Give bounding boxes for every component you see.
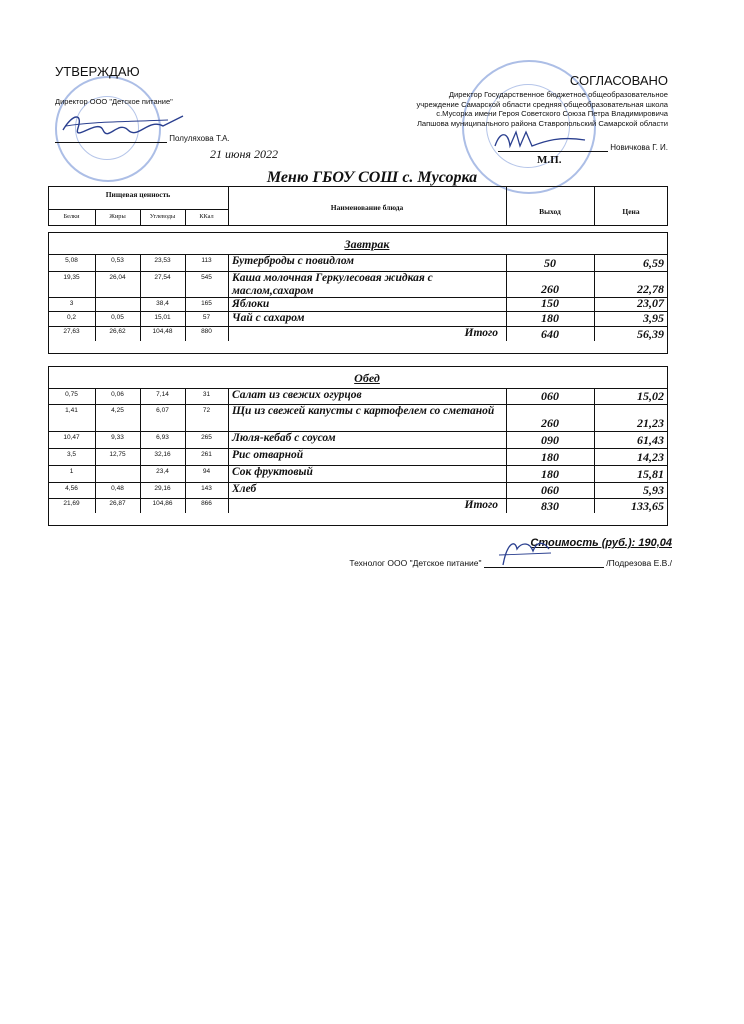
nutrition-cell: 265 <box>201 434 212 441</box>
dish-output: 260 <box>541 416 559 430</box>
approve-title: УТВЕРЖДАЮ <box>55 64 140 79</box>
nutrition-cell: 31 <box>202 391 211 398</box>
header-kcal: ККал <box>199 213 214 220</box>
agree-signature <box>490 126 590 154</box>
grid-line <box>228 254 229 341</box>
nutrition-cell: 113 <box>201 257 212 264</box>
dish-price: 15,81 <box>637 467 664 481</box>
nutrition-cell: 143 <box>201 485 212 492</box>
nutrition-total-cell: 104,48 <box>152 328 173 335</box>
dish-name: Салат из свежих огурцов <box>232 389 362 401</box>
nutrition-cell: 0,2 <box>66 314 77 321</box>
nutrition-cell: 38,4 <box>156 300 169 307</box>
nutrition-cell: 23,4 <box>156 468 169 475</box>
nutrition-cell: 12,75 <box>109 451 126 458</box>
nutrition-cell: 94 <box>202 468 211 475</box>
dish-name: Люля-кебаб с соусом <box>232 432 336 444</box>
technologist-signature <box>495 535 555 571</box>
total-output: 830 <box>541 499 559 513</box>
agree-name: Новичкова Г. И. <box>610 143 668 152</box>
agree-desc-line: Лапшова муниципального района Ставропольский Самарской области <box>416 118 668 128</box>
nutrition-cell: 545 <box>201 274 212 281</box>
page-title: Меню ГБОУ СОШ с. Мусорка <box>266 169 478 186</box>
dish-price: 5,93 <box>643 483 664 497</box>
nutrition-total-cell: 104,86 <box>152 500 173 507</box>
grid-line <box>506 388 507 513</box>
agree-desc-line: Директор Государственное бюджетное общеобразовательное <box>448 90 668 99</box>
dish-output: 180 <box>541 311 559 325</box>
nutrition-cell: 15,01 <box>154 314 171 321</box>
grid-line <box>506 254 507 341</box>
nutrition-cell: 0,05 <box>111 314 124 321</box>
nutrition-cell: 1,41 <box>65 407 78 414</box>
nutrition-cell: 57 <box>202 314 211 321</box>
nutrition-cell: 3,5 <box>66 451 77 458</box>
dish-price: 14,23 <box>637 450 664 464</box>
grid-line <box>140 388 141 513</box>
nutrition-cell: 19,35 <box>63 274 80 281</box>
grid-line <box>594 254 595 341</box>
dish-output: 260 <box>541 282 559 296</box>
dish-name: Каша молочная Геркулесовая жидкая с маслом,сахаром <box>232 272 433 297</box>
nutrition-total-cell: 27,63 <box>63 328 80 335</box>
nutrition-cell: 32,16 <box>154 451 171 458</box>
header-carbs: Углеводы <box>149 213 176 220</box>
nutrition-cell: 27,54 <box>154 274 171 281</box>
agree-desc-line: с.Мусорка имени Героя Советского Союза Петра Владимировича <box>436 109 668 118</box>
header-output: Выход <box>539 207 561 216</box>
grid-line <box>95 388 96 513</box>
nutrition-cell: 0,06 <box>111 391 124 398</box>
nutrition-total-cell: 21,69 <box>63 500 80 507</box>
dish-name: Сок фруктовый <box>232 466 313 478</box>
nutrition-cell: 6,07 <box>156 407 169 414</box>
grid-line <box>594 388 595 513</box>
dish-name: Хлеб <box>232 483 257 495</box>
total-price: 133,65 <box>631 499 664 513</box>
dish-name: Щи из свежей капусты с картофелем со сметаной <box>232 405 495 417</box>
grid-line <box>140 254 141 341</box>
total-cost: Стоимость (руб.): 190,04 <box>530 537 672 549</box>
technologist-line <box>300 558 672 568</box>
nutrition-cell: 4,25 <box>111 407 124 414</box>
stamp-place-label: М.П. <box>537 154 562 166</box>
dish-price: 3,95 <box>643 311 664 325</box>
nutrition-cell: 29,16 <box>154 485 171 492</box>
nutrition-cell: 165 <box>201 300 212 307</box>
dish-price: 23,07 <box>637 296 664 310</box>
nutrition-total-cell: 880 <box>201 328 212 335</box>
breakfast-title: Завтрак <box>344 237 390 251</box>
header-fats: Жиры <box>109 213 126 220</box>
lunch-title: Обед <box>354 371 380 385</box>
nutrition-cell: 10,47 <box>63 434 80 441</box>
grid-line <box>228 388 229 513</box>
nutrition-cell: 4,56 <box>65 485 78 492</box>
nutrition-cell: 3 <box>69 300 74 307</box>
dish-price: 22,78 <box>637 282 664 296</box>
dish-name: Бутерброды с повидлом <box>232 255 355 267</box>
nutrition-cell: 1 <box>69 468 74 475</box>
nutrition-cell: 26,04 <box>109 274 126 281</box>
dish-output: 180 <box>541 450 559 464</box>
agree-title: СОГЛАСОВАНО <box>569 73 668 88</box>
header-dish-name: Наименование блюда <box>330 203 404 212</box>
technologist-position: Технолог ООО "Детское питание" <box>349 558 482 568</box>
grid-line <box>48 209 228 210</box>
nutrition-total-cell: 26,62 <box>109 328 126 335</box>
header-proteins: Белки <box>63 213 80 220</box>
dish-output: 090 <box>541 433 559 447</box>
dish-name: Яблоки <box>232 298 270 310</box>
nutrition-cell: 7,14 <box>156 391 169 398</box>
nutrition-cell: 0,48 <box>111 485 124 492</box>
nutrition-cell: 0,75 <box>65 391 78 398</box>
dish-output: 50 <box>544 256 556 270</box>
agree-desc-line: учреждение Самарской области средняя общеобразовательная школа <box>416 99 668 109</box>
nutrition-total-cell: 26,87 <box>109 500 126 507</box>
nutrition-total-cell: 866 <box>201 500 212 507</box>
approve-position: Директор ООО "Детское питание" <box>55 97 173 106</box>
technologist-name: /Подрезова Е.В./ <box>606 558 672 568</box>
nutrition-cell: 0,53 <box>111 257 124 264</box>
nutrition-cell: 9,33 <box>111 434 124 441</box>
grid-line <box>185 254 186 341</box>
grid-line <box>506 186 507 226</box>
total-label: Итого <box>464 327 498 339</box>
dish-price: 21,23 <box>637 416 664 430</box>
approve-signature <box>58 108 188 140</box>
total-label: Итого <box>464 499 498 511</box>
nutrition-cell: 5,08 <box>65 257 78 264</box>
header-price: Цена <box>622 207 640 216</box>
dish-name: Рис отварной <box>232 449 304 461</box>
nutrition-cell: 23,53 <box>154 257 171 264</box>
grid-line <box>594 186 595 226</box>
dish-price: 6,59 <box>643 256 664 270</box>
total-output: 640 <box>541 327 559 341</box>
grid-line <box>185 388 186 513</box>
dish-output: 060 <box>541 389 559 403</box>
dish-price: 61,43 <box>637 433 664 447</box>
grid-line <box>95 254 96 341</box>
total-price: 56,39 <box>637 327 664 341</box>
header-nutrition: Пищевая ценность <box>105 190 171 199</box>
approve-date: 21 июня 2022 <box>210 147 278 161</box>
dish-price: 15,02 <box>637 389 664 403</box>
nutrition-cell: 261 <box>201 451 212 458</box>
dish-output: 150 <box>541 296 559 310</box>
nutrition-cell: 72 <box>202 407 211 414</box>
agree-description <box>338 90 668 128</box>
nutrition-cell: 6,93 <box>156 434 169 441</box>
dish-name: Чай с сахаром <box>232 312 305 324</box>
approve-name: Полуляхова Т.А. <box>169 134 230 143</box>
dish-output: 180 <box>541 467 559 481</box>
dish-output: 060 <box>541 483 559 497</box>
